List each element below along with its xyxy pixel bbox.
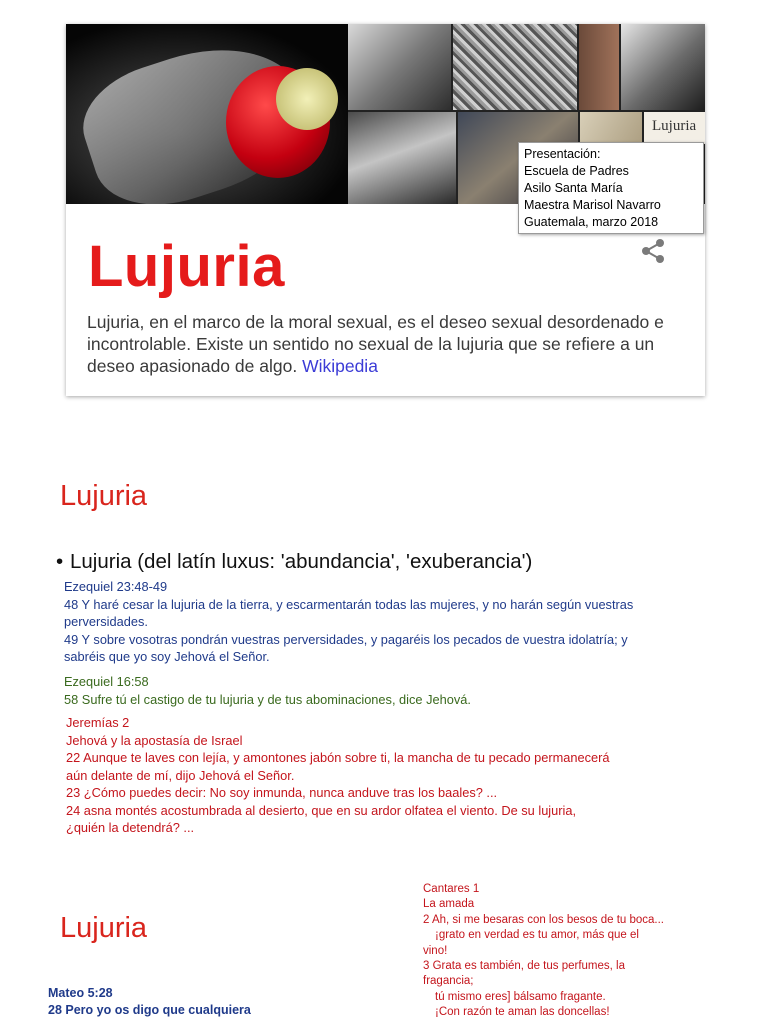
infobox-line: Presentación: <box>524 147 601 161</box>
definition-text <box>87 311 687 377</box>
ezequiel-16-block <box>64 673 471 708</box>
collage-photo-2 <box>348 24 451 110</box>
main-title: Lujuria <box>88 234 285 299</box>
verse-line: sabréis que yo soy Jehová el Señor. <box>64 649 270 664</box>
slide-2-title: Lujuria <box>60 480 148 512</box>
collage-photo-4 <box>579 24 619 110</box>
verse-line: 48 Y haré cesar la lujuria de la tierra, y escarmentarán todas las mujeres, y no harán según vuestras <box>64 596 634 612</box>
ezequiel-23-block <box>64 578 633 666</box>
verse-line: 3 Grata es también, de tus perfumes, la <box>423 960 625 973</box>
collage-photo-6 <box>348 112 456 204</box>
verse-line: 23 ¿Cómo puedes decir: No soy inmunda, nunca anduve tras los baales? ... <box>66 785 498 800</box>
cantares-1-block <box>423 882 683 1021</box>
jeremias-2-block <box>66 714 610 837</box>
infobox-line: Maestra Marisol Navarro <box>524 198 661 212</box>
verse-line: 22 Aunque te laves con lejía, y amontones jabón sobre ti, la mancha de tu pecado permanecerá <box>66 750 610 765</box>
verse-line: 58 Sufre tú el castigo de tu lujuria y de tus abominaciones, dice Jehová. <box>64 691 471 707</box>
verse-line: ¿quién la detendrá? ... <box>66 820 195 835</box>
apple-hand-image <box>66 24 348 204</box>
mateo-5-block <box>48 985 251 1019</box>
verse-reference: Mateo 5:28 <box>48 986 113 1000</box>
verse-line: 28 Pero yo os digo que cualquiera <box>48 1003 251 1017</box>
bullet-dot: • <box>56 550 64 573</box>
verse-line: aún delante de mí, dijo Jehová el Señor. <box>66 767 295 783</box>
verse-line: tú mismo eres] bálsamo fragante. <box>435 990 606 1003</box>
collage-photo-5 <box>621 24 705 110</box>
verse-line: La amada <box>423 898 475 911</box>
infobox-line: Guatemala, marzo 2018 <box>524 215 659 229</box>
collage-photo-3 <box>453 24 577 110</box>
verse-line: ¡Con razón te aman las doncellas! <box>435 1006 610 1019</box>
verse-reference: Ezequiel 23:48-49 <box>64 579 168 594</box>
verse-line: 2 Ah, si me besaras con los besos de tu boca... <box>423 913 665 926</box>
slide-1-card <box>66 24 705 396</box>
verse-line: 24 asna montés acostumbrada al desierto, que en su ardor olfatea el viento. De su lujuria, <box>66 802 577 818</box>
verse-line: fragancia; <box>423 975 474 988</box>
collage-photo-9 <box>644 112 705 144</box>
wikipedia-link[interactable]: Wikipedia <box>302 356 378 376</box>
verse-line: vino! <box>423 944 448 957</box>
verse-reference: Cantares 1 <box>423 883 480 895</box>
verse-line: ¡grato en verdad es tu amor, más que el <box>435 929 639 942</box>
etymology-bullet <box>56 548 532 576</box>
verse-line: perversidades. <box>64 614 148 629</box>
apple-bite-shape <box>276 68 338 130</box>
infobox-line: Escuela de Padres <box>524 164 629 178</box>
verse-line: Jehová y la apostasía de Israel <box>66 732 243 748</box>
slide-3-title: Lujuria <box>60 912 148 944</box>
share-icon[interactable] <box>638 236 668 266</box>
presentation-infobox <box>518 142 704 234</box>
bullet-text: Lujuria (del latín luxus: 'abundancia', 'exuberancia') <box>70 550 533 573</box>
definition-body: Lujuria, en el marco de la moral sexual, es el deseo sexual desordenado e incontrolable. Existe un sentido no sexual de la lujuria que se refiere a un deseo apasionado de algo. <box>87 312 664 376</box>
verse-line: 49 Y sobre vosotras pondrán vuestras perversidades, y pagaréis los pecados de vuestra idolatría; y <box>64 631 628 647</box>
verse-reference: Jeremías 2 <box>66 715 130 730</box>
verse-reference: Ezequiel 16:58 <box>64 674 149 689</box>
infobox-line: Asilo Santa María <box>524 181 623 195</box>
collage-caption: Lujuria <box>652 118 697 134</box>
